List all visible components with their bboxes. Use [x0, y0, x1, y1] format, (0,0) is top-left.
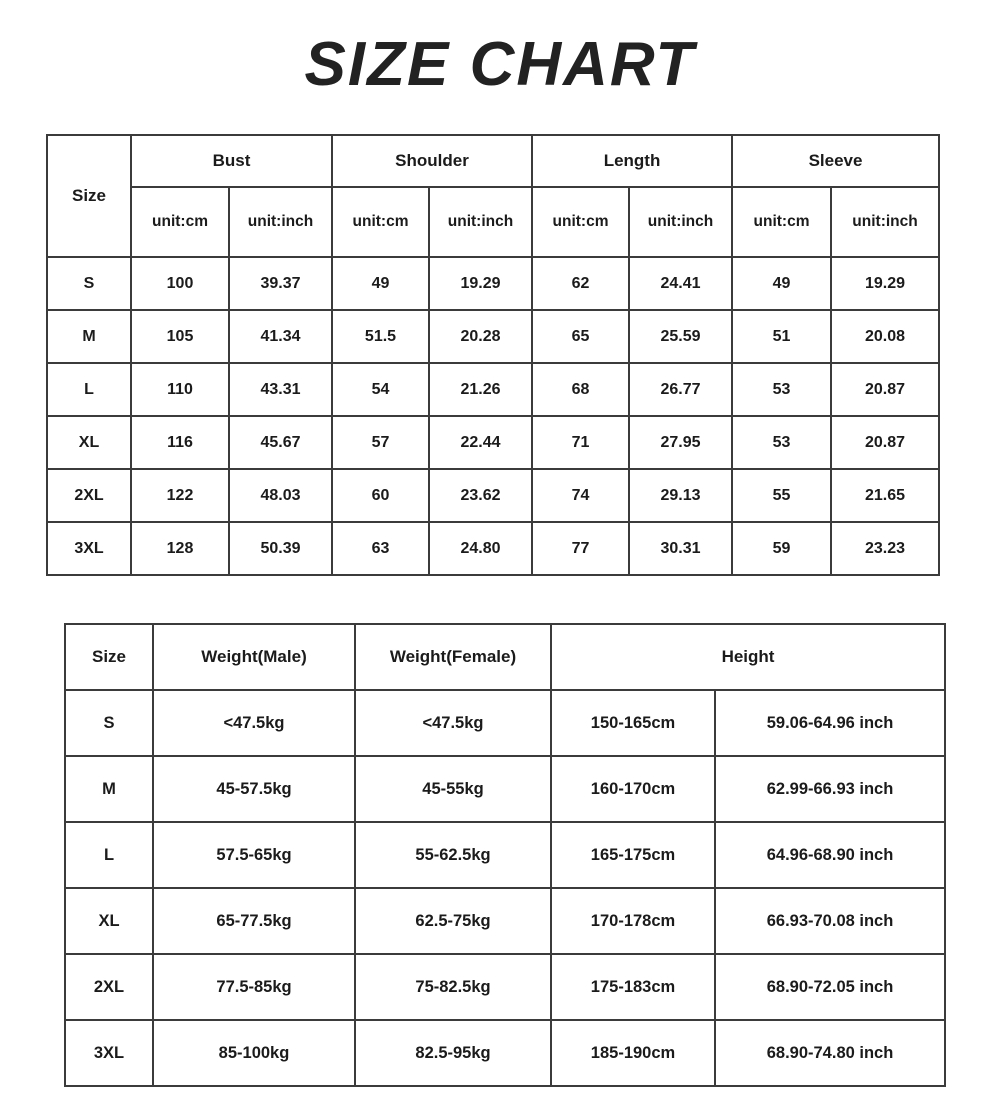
group-header-bust: Bust — [131, 135, 332, 187]
measurement-cell: 24.41 — [629, 257, 732, 310]
unit-header: unit:cm — [332, 187, 429, 257]
measurement-cell: 60 — [332, 469, 429, 522]
size-cell: M — [65, 756, 153, 822]
measurement-cell: 26.77 — [629, 363, 732, 416]
weight-female-cell: 55-62.5kg — [355, 822, 551, 888]
measurement-cell: 39.37 — [229, 257, 332, 310]
unit-header-row — [47, 187, 939, 257]
measurement-cell: 51 — [732, 310, 831, 363]
size-cell: M — [47, 310, 131, 363]
measurement-cell: 53 — [732, 416, 831, 469]
measurement-cell: 20.87 — [831, 416, 939, 469]
height-inch-cell: 62.99-66.93 inch — [715, 756, 945, 822]
size-cell: 2XL — [47, 469, 131, 522]
size-cell: XL — [47, 416, 131, 469]
measurement-cell: 100 — [131, 257, 229, 310]
measurement-cell: 29.13 — [629, 469, 732, 522]
size-cell: L — [47, 363, 131, 416]
height-cm-cell: 175-183cm — [551, 954, 715, 1020]
unit-header: unit:inch — [629, 187, 732, 257]
size-cell: S — [65, 690, 153, 756]
measurement-cell: 20.08 — [831, 310, 939, 363]
measurement-cell: 71 — [532, 416, 629, 469]
measurement-cell: 74 — [532, 469, 629, 522]
height-cm-cell: 160-170cm — [551, 756, 715, 822]
weight-male-cell: 85-100kg — [153, 1020, 355, 1086]
weight-male-cell: <47.5kg — [153, 690, 355, 756]
height-cm-cell: 165-175cm — [551, 822, 715, 888]
measurement-cell: 25.59 — [629, 310, 732, 363]
height-header: Height — [551, 624, 945, 690]
height-cm-cell: 185-190cm — [551, 1020, 715, 1086]
weight-male-cell: 65-77.5kg — [153, 888, 355, 954]
measurement-cell: 22.44 — [429, 416, 532, 469]
group-header-shoulder: Shoulder — [332, 135, 532, 187]
size-column-header: Size — [47, 135, 131, 257]
group-header-length: Length — [532, 135, 732, 187]
measurement-cell: 63 — [332, 522, 429, 575]
measurement-cell: 43.31 — [229, 363, 332, 416]
weight-male-cell: 57.5-65kg — [153, 822, 355, 888]
group-header-sleeve: Sleeve — [732, 135, 939, 187]
unit-header: unit:cm — [131, 187, 229, 257]
measurement-cell: 57 — [332, 416, 429, 469]
weight-male-cell: 77.5-85kg — [153, 954, 355, 1020]
size-cell: S — [47, 257, 131, 310]
measurement-cell: 68 — [532, 363, 629, 416]
unit-header: unit:inch — [229, 187, 332, 257]
weight-female-cell: 75-82.5kg — [355, 954, 551, 1020]
table-row — [65, 822, 945, 888]
measurement-cell: 20.28 — [429, 310, 532, 363]
measurement-cell: 77 — [532, 522, 629, 575]
table-row — [65, 1020, 945, 1086]
weight-female-header: Weight(Female) — [355, 624, 551, 690]
measurement-cell: 110 — [131, 363, 229, 416]
measurement-cell: 49 — [732, 257, 831, 310]
unit-header: unit:cm — [732, 187, 831, 257]
unit-header: unit:inch — [831, 187, 939, 257]
measurement-cell: 21.65 — [831, 469, 939, 522]
measurement-cell: 48.03 — [229, 469, 332, 522]
weight-male-cell: 45-57.5kg — [153, 756, 355, 822]
weight-male-header: Weight(Male) — [153, 624, 355, 690]
size-cell: L — [65, 822, 153, 888]
measurement-cell: 50.39 — [229, 522, 332, 575]
measurement-cell: 19.29 — [429, 257, 532, 310]
measurement-cell: 30.31 — [629, 522, 732, 575]
height-inch-cell: 68.90-72.05 inch — [715, 954, 945, 1020]
page-title: SIZE CHART — [304, 30, 696, 99]
measurement-cell: 45.67 — [229, 416, 332, 469]
table-row — [47, 522, 939, 575]
table-row — [47, 363, 939, 416]
height-inch-cell: 59.06-64.96 inch — [715, 690, 945, 756]
measurement-cell: 23.62 — [429, 469, 532, 522]
measurement-cell: 105 — [131, 310, 229, 363]
measurement-cell: 27.95 — [629, 416, 732, 469]
weight-female-cell: 82.5-95kg — [355, 1020, 551, 1086]
height-inch-cell: 66.93-70.08 inch — [715, 888, 945, 954]
body-reference-table — [64, 623, 946, 1087]
measurement-cell: 122 — [131, 469, 229, 522]
table-row — [65, 756, 945, 822]
measurement-cell: 51.5 — [332, 310, 429, 363]
measurement-cell: 65 — [532, 310, 629, 363]
measurement-cell: 23.23 — [831, 522, 939, 575]
height-inch-cell: 64.96-68.90 inch — [715, 822, 945, 888]
size-cell: 3XL — [47, 522, 131, 575]
measurement-cell: 21.26 — [429, 363, 532, 416]
height-cm-cell: 150-165cm — [551, 690, 715, 756]
measurement-cell: 19.29 — [831, 257, 939, 310]
measurement-cell: 41.34 — [229, 310, 332, 363]
size-cell: 3XL — [65, 1020, 153, 1086]
measurement-cell: 128 — [131, 522, 229, 575]
table-row — [65, 888, 945, 954]
measurement-cell: 49 — [332, 257, 429, 310]
unit-header: unit:cm — [532, 187, 629, 257]
table-row — [47, 257, 939, 310]
table-row — [65, 954, 945, 1020]
measurement-cell: 53 — [732, 363, 831, 416]
measurement-cell: 55 — [732, 469, 831, 522]
size-cell: XL — [65, 888, 153, 954]
table-row — [47, 469, 939, 522]
group-header-row — [47, 135, 939, 187]
measurement-cell: 116 — [131, 416, 229, 469]
measurement-cell: 54 — [332, 363, 429, 416]
weight-female-cell: 45-55kg — [355, 756, 551, 822]
weight-female-cell: 62.5-75kg — [355, 888, 551, 954]
height-cm-cell: 170-178cm — [551, 888, 715, 954]
measurement-cell: 24.80 — [429, 522, 532, 575]
header-row — [65, 624, 945, 690]
table-row — [47, 416, 939, 469]
table-row — [47, 310, 939, 363]
unit-header: unit:inch — [429, 187, 532, 257]
height-inch-cell: 68.90-74.80 inch — [715, 1020, 945, 1086]
measurement-cell: 62 — [532, 257, 629, 310]
measurement-cell: 20.87 — [831, 363, 939, 416]
table-row — [65, 690, 945, 756]
weight-female-cell: <47.5kg — [355, 690, 551, 756]
size-column-header: Size — [65, 624, 153, 690]
size-cell: 2XL — [65, 954, 153, 1020]
garment-measurements-table — [46, 134, 940, 576]
measurement-cell: 59 — [732, 522, 831, 575]
